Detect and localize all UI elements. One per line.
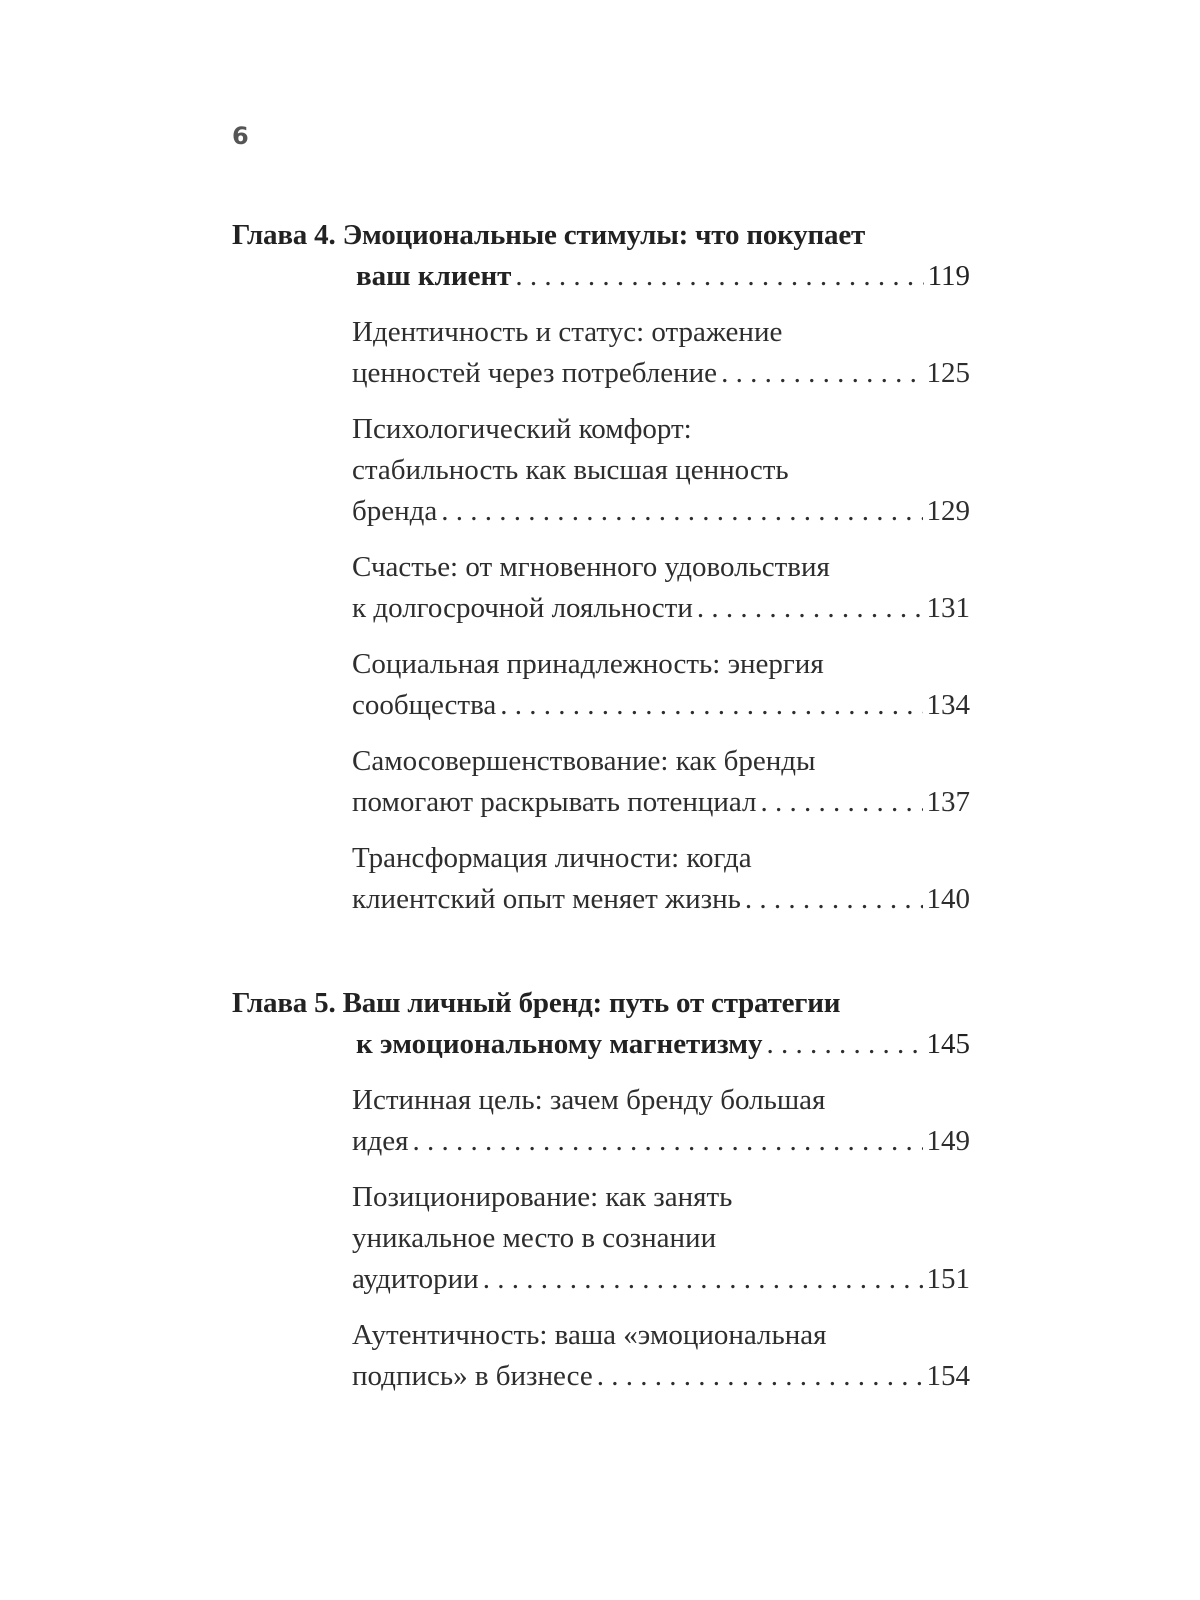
toc-entry[interactable] [352,312,970,394]
entry-line: стабильность как высшая ценность [352,454,789,486]
page-ref: 134 [926,689,970,721]
chapter-4 [232,215,970,920]
entry-text: к долгосрочной лояльности [352,592,693,624]
page-ref: 125 [926,357,970,389]
dot-leader [721,353,922,394]
entry-last-line [352,588,970,629]
entry-text: помогают раскрывать потенциал [352,786,757,818]
dot-leader [745,879,923,920]
entry-last-line [352,879,970,920]
entry-line: Трансформация личности: когда [352,842,752,874]
entry-last-line [352,1259,970,1300]
page-ref: 151 [926,1263,970,1295]
entry-line: Позиционирование: как занять [352,1181,733,1213]
chapter-title-row [232,215,970,256]
chapter-title-text: Ваш личный бренд: путь от стратегии [342,987,841,1019]
entry-line: Идентичность и статус: отражение [352,316,783,348]
toc-entry[interactable] [352,1177,970,1300]
dot-leader [500,685,922,726]
entry-line: Счастье: от мгновенного удовольствия [352,551,830,583]
entry-last-line [352,1356,970,1397]
page-ref: 119 [927,260,970,292]
page-ref: 154 [926,1360,970,1392]
toc-entry[interactable] [352,547,970,629]
dot-leader [515,256,923,297]
entry-text: идея [352,1125,409,1157]
chapter-label: Глава 5. [232,987,336,1019]
chapter-label: Глава 4. [232,219,336,251]
entry-line: Истинная цель: зачем бренду большая [352,1084,826,1116]
entry-line: Социальная принадлежность: энергия [352,648,824,680]
page-ref: 131 [926,592,970,624]
entry-last-line [352,685,970,726]
page-ref: 137 [926,786,970,818]
toc-entry[interactable] [352,741,970,823]
entry-text: клиентский опыт меняет жизнь [352,883,741,915]
dot-leader [761,782,923,823]
page-ref: 149 [926,1125,970,1157]
entry-text: бренда [352,495,438,527]
entry-line: уникальное место в сознании [352,1222,717,1254]
entry-line: Психологический комфорт: [352,413,692,445]
entry-text: аудитории [352,1263,479,1295]
dot-leader [697,588,923,629]
chapter-title-row [232,983,970,1024]
entry-last-line [352,491,970,532]
page-ref: 129 [926,495,970,527]
entry-text: ценностей через потребление [352,357,718,389]
dot-leader [483,1259,923,1300]
dot-leader [597,1356,923,1397]
chapter-title-last-row [232,256,970,297]
chapter-title[interactable] [232,215,970,297]
page-ref: 140 [926,883,970,915]
chapter-title[interactable] [232,983,970,1065]
toc-entry[interactable] [352,1080,970,1162]
entry-text: сообщества [352,689,497,721]
entry-line: Самосовершенствование: как бренды [352,745,816,777]
toc-entry[interactable] [352,409,970,532]
page-ref: 145 [926,1028,970,1060]
entry-last-line [352,782,970,823]
toc-entry[interactable] [352,838,970,920]
page-number: 6 [232,122,249,150]
entry-last-line [352,353,970,394]
dot-leader [441,491,922,532]
dot-leader [413,1121,923,1162]
chapter-5 [232,983,970,1397]
toc-entry[interactable] [352,1315,970,1397]
chapter-title-text: к эмоциональному магнетизму [356,1028,763,1060]
entry-line: Аутентичность: ваша «эмоциональная [352,1319,827,1351]
chapter-title-text: Эмоциональные стимулы: что покупает [342,219,866,251]
dot-leader [767,1024,923,1065]
chapter-title-last-row [232,1024,970,1065]
entry-text: подпись» в бизнесе [352,1360,593,1392]
toc-entry[interactable] [352,644,970,726]
entry-last-line [352,1121,970,1162]
chapter-title-text: ваш клиент [356,260,512,292]
